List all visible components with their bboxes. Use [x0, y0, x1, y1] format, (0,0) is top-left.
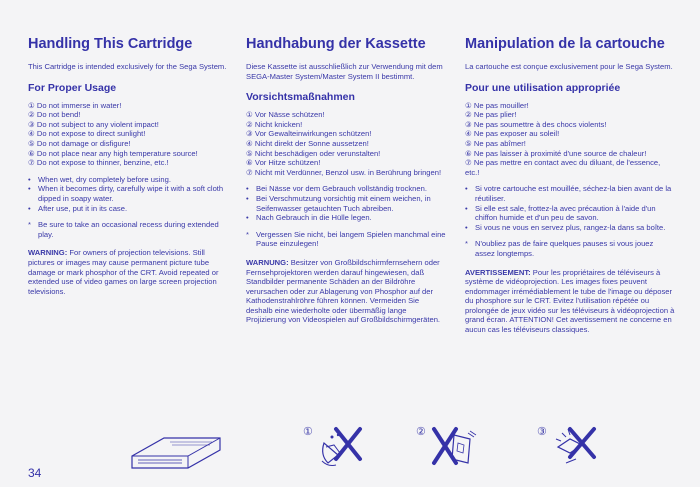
french-note: * N'oubliez pas de faire quelques pauses si vous jouez assez longtemps. — [465, 239, 675, 258]
illustration-label-1: ① — [303, 426, 313, 438]
list-item: ③ Ne pas soumettre à des chocs violents! — [465, 119, 607, 129]
no-impact-icon — [552, 423, 602, 467]
list-item: ⑦ Ne pas mettre en contact avec du diluant, de l'essence, etc.! — [465, 158, 661, 177]
french-items — [465, 101, 675, 178]
illustration-label-3: ③ — [537, 426, 547, 438]
bullet-item: • Si vous ne vous en servez plus, rangez-la dans sa boîte. — [465, 223, 675, 233]
bullet-item: • Bei Nässe vor dem Gebrauch vollständig trocknen. — [246, 184, 446, 194]
english-subtitle: For Proper Usage — [28, 81, 117, 94]
german-warning — [246, 258, 446, 325]
french-subtitle: Pour une utilisation appropriée — [465, 81, 621, 94]
list-item: ① Ne pas mouiller! — [465, 100, 529, 110]
french-intro: La cartouche est conçue exclusivement pour le Sega System. — [465, 62, 673, 71]
warning-label: AVERTISSEMENT: — [465, 267, 531, 277]
german-subtitle: Vorsichtsmaßnahmen — [246, 91, 355, 104]
english-warning — [28, 248, 228, 296]
list-item: ③ Vor Gewalteinwirkungen schützen! — [246, 129, 372, 139]
german-intro: Diese Kassette ist ausschließlich zur Verwendung mit dem SEGA-Master System/Master System II bestimmt. — [246, 62, 443, 81]
page-number: 34 — [28, 466, 42, 480]
german-note: * Vergessen Sie nicht, bei langem Spielen manchmal eine Pause einzulegen! — [246, 230, 446, 249]
no-water-icon — [316, 425, 366, 469]
list-item: ⑦ Do not expose to thinner, benzine, etc.! — [28, 158, 169, 168]
list-item: ② Nicht knicken! — [246, 119, 303, 129]
list-item: ⑥ Ne pas laisser à proximité d'une source de chaleur! — [465, 148, 647, 158]
german-bullets — [246, 184, 446, 222]
list-item: ③ Do not subject to any violent impact! — [28, 119, 159, 129]
english-title: Handling This Cartridge — [28, 36, 193, 52]
column-english — [28, 36, 228, 296]
french-warning — [465, 268, 675, 335]
bullet-item: • When it becomes dirty, carefully wipe it with a soft cloth dipped in soapy water. — [28, 184, 228, 203]
english-intro: This Cartridge is intended exclusively for the Sega System. — [28, 62, 227, 71]
bullet-item: • Si elle est sale, frottez-la avec précaution à l'aide d'un chiffon humide et d'un peu de savon. — [465, 204, 675, 223]
list-item: ② Do not bend! — [28, 110, 81, 120]
no-bend-icon — [430, 423, 480, 469]
bullet-item: • Si votre cartouche est mouillée, séchez-la bien avant de la réutiliser. — [465, 184, 675, 203]
warning-text: Besitzer von Großbildschirmfernsehern oder Fernsehprojektoren werden darauf hingewiesen, daß Standbilder permanente Schäden an der Bildröhre verursachen oder zur Ablagerung von Phosphor auf der Kathodenstrahlröhre führen können. Vermeiden Sie deshalb eine wiederholte oder übermäßig lange Projizierung von Videospielen auf Großbildschirmgeräten. — [246, 257, 441, 325]
bullet-item: • Bei Verschmutzung vorsichtig mit einem weichen, in Seifenwasser getauchten Tuch abreiben. — [246, 194, 446, 213]
german-items — [246, 110, 446, 177]
column-french — [465, 36, 675, 335]
english-items — [28, 101, 228, 168]
english-note: * Be sure to take an occasional recess during extended play. — [28, 220, 228, 239]
bullet-item: • When wet, dry completely before using. — [28, 175, 228, 185]
english-bullets — [28, 175, 228, 213]
list-item: ② Ne pas plier! — [465, 110, 517, 120]
list-item: ⑤ Ne pas abîmer! — [465, 138, 526, 148]
list-item: ⑥ Vor Hitze schützen! — [246, 158, 321, 168]
list-item: ⑤ Do not damage or disfigure! — [28, 138, 131, 148]
list-item: ① Do not immerse in water! — [28, 100, 122, 110]
list-item: ④ Ne pas exposer au soleil! — [465, 129, 560, 139]
list-item: ⑥ Do not place near any high temperature source! — [28, 148, 198, 158]
list-item: ⑦ Nicht mit Verdünner, Benzol usw. in Berührung bringen! — [246, 167, 442, 177]
warning-label: WARNUNG: — [246, 257, 289, 267]
list-item: ⑤ Nicht beschädigen oder verunstalten! — [246, 148, 381, 158]
cartridge-illustration — [126, 432, 226, 472]
warning-label: WARNING: — [28, 248, 68, 258]
illustration-label-2: ② — [416, 426, 426, 438]
bullet-item: • Nach Gebrauch in die Hülle legen. — [246, 213, 446, 223]
list-item: ④ Do not expose to direct sunlight! — [28, 129, 146, 139]
french-bullets — [465, 184, 675, 232]
column-german — [246, 36, 446, 325]
list-item: ① Vor Nässe schützen! — [246, 110, 325, 120]
warning-text: For owners of projection televisions. Still pictures or images may cause permanent picture tube damage or mark phosphor of the CRT. Avoid repeated or extended use of video games on large screen projection televisions. — [28, 248, 219, 296]
list-item: ④ Nicht direkt der Sonne aussetzen! — [246, 138, 369, 148]
german-title: Handhabung der Kassette — [246, 36, 426, 52]
french-title: Manipulation de la cartouche — [465, 36, 665, 52]
bullet-item: • After use, put it in its case. — [28, 204, 228, 214]
warning-text: Pour les propriétaires de téléviseurs à système de vidéoprojection. Les images fixes peuvent endommager irrémédiablement le tube de l'image ou déposer du phosphore sur le CRT. Evitez l'utilisation répétée ou prolongée de jeux vidéo sur les téléviseurs à vidéoprojection à grand écran. ATTENTION! Cet avertissement ne concerne en aucun cas les téléviseurs classiques. — [465, 267, 675, 335]
